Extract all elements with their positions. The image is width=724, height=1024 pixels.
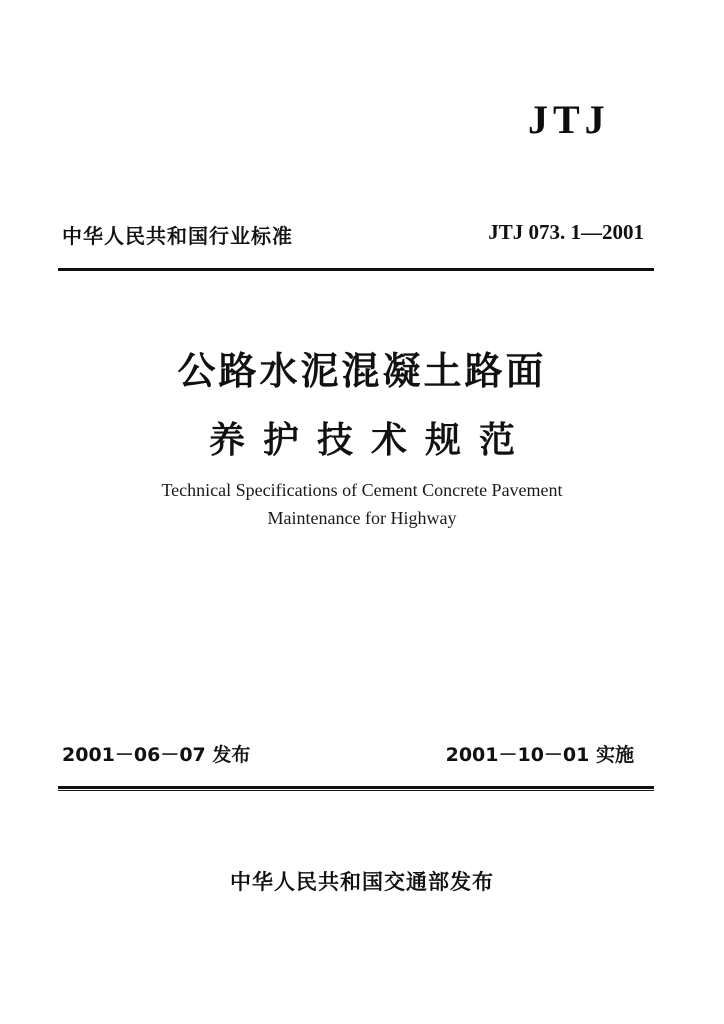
bottom-divider-thick: [58, 786, 654, 789]
title-en-line2: Maintenance for Highway: [267, 508, 457, 528]
publisher: 中华人民共和国交通部发布: [230, 870, 494, 894]
issue-date: 2001－06－07 发布: [62, 744, 251, 766]
standard-code-mark: JTJ: [528, 97, 610, 142]
standard-number: JTJ 073. 1—2001: [488, 220, 644, 244]
date-row: [62, 740, 654, 770]
title-cn-line2: 养护技术规范: [208, 420, 533, 461]
top-divider: [58, 268, 654, 271]
title-en-line1: Technical Specifications of Cement Concrete Pavement: [161, 480, 563, 500]
bottom-divider-thin: [58, 790, 654, 791]
standard-header-row: [62, 220, 654, 250]
standard-category: 中华人民共和国行业标准: [62, 224, 293, 248]
effective-date: 2001－10－01 实施: [445, 744, 634, 766]
title-cn-line1: 公路水泥混凝土路面: [177, 349, 547, 393]
